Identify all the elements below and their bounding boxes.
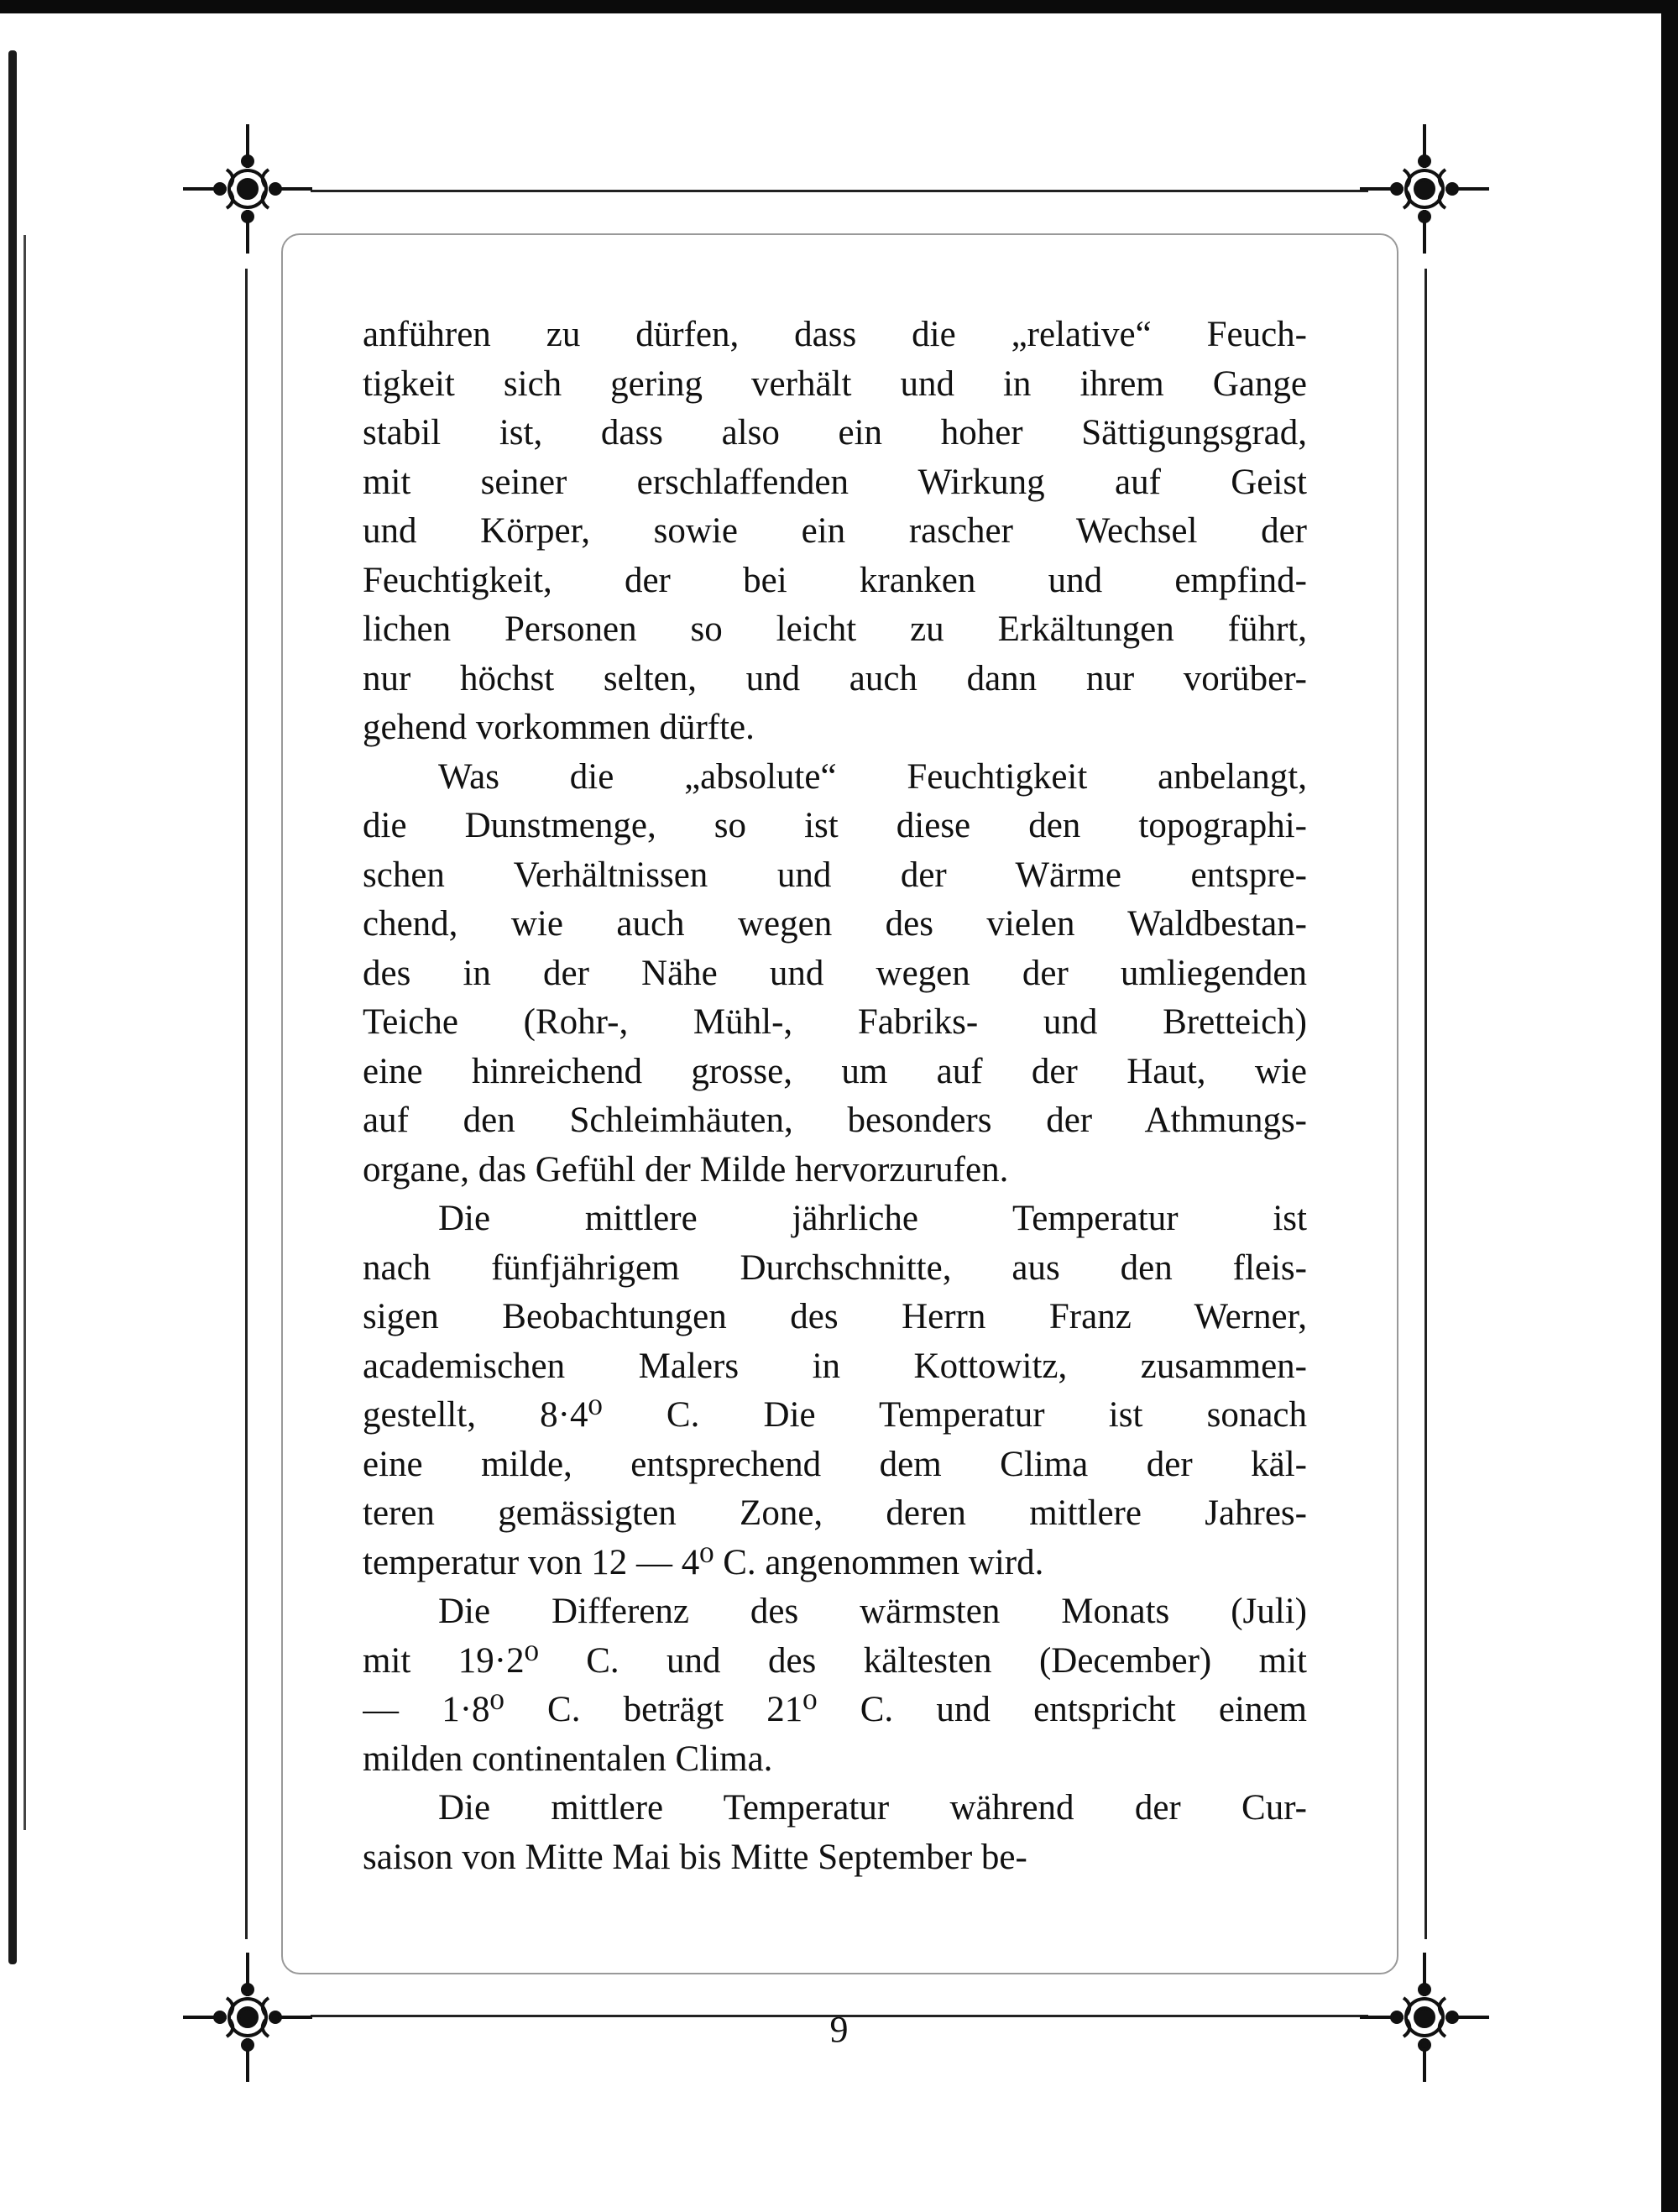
text-line: mit 19·2⁰ C. und des kältesten (December) mit	[363, 1640, 1307, 1681]
scan-top-edge	[0, 0, 1678, 13]
text-line: lichen Personen so leicht zu Erkältungen führt,	[363, 609, 1307, 649]
text-line: temperatur von 12 — 4⁰ C. angenommen wird.	[363, 1542, 1044, 1582]
text-line: die Dunstmenge, so ist diese den topographi-	[363, 806, 1307, 845]
frame-left-rule	[245, 269, 248, 1939]
text-line: eine hinreichend grosse, um auf der Haut, wie	[363, 1051, 1307, 1091]
text-line: milden continentalen Clima.	[363, 1739, 773, 1779]
text-line: Die mittlere Temperatur während der Cur-	[438, 1788, 1307, 1828]
text-line: Die Differenz des wärmsten Monats (Juli)	[438, 1592, 1307, 1631]
text-line: des in der Nähe und wegen der umliegenden	[363, 953, 1307, 993]
text-line: academischen Malers in Kottowitz, zusammen-	[363, 1346, 1307, 1386]
text-line: Teiche (Rohr-, Mühl-, Fabriks- und Bretteich)	[363, 1002, 1307, 1042]
binding-shadow	[24, 235, 26, 1830]
paragraph	[363, 311, 1307, 753]
paragraph	[363, 1784, 1307, 1882]
text-line: gehend vorkommen dürfte.	[363, 708, 755, 747]
text-line: auf den Schleimhäuten, besonders der Athmungs-	[363, 1101, 1307, 1140]
body-text	[363, 311, 1307, 1882]
paragraph	[363, 753, 1307, 1195]
frame-top-rule	[311, 190, 1368, 192]
text-line: saison von Mitte Mai bis Mitte September be-	[363, 1837, 1027, 1877]
text-line: sigen Beobachtungen des Herrn Franz Werner,	[363, 1297, 1307, 1336]
corner-ornament-top-left	[176, 118, 319, 260]
text-line: Feuchtigkeit, der bei kranken und empfind-	[363, 560, 1307, 600]
page-number: 9	[829, 2009, 849, 2050]
text-line: schen Verhältnissen und der Wärme entspre-	[363, 855, 1307, 895]
binding-edge	[8, 50, 17, 1964]
corner-ornament-top-right	[1353, 118, 1496, 260]
text-line: nach fünfjährigem Durchschnitte, aus den fleis-	[363, 1247, 1307, 1288]
text-line: und Körper, sowie ein rascher Wechsel der	[363, 511, 1307, 551]
text-line: anführen zu dürfen, dass die „relative“ Feuch-	[363, 315, 1307, 354]
paragraph	[363, 1587, 1307, 1784]
text-line: eine milde, entsprechend dem Clima der käl-	[363, 1444, 1307, 1484]
scan-right-edge	[1661, 0, 1678, 2212]
frame-right-rule	[1424, 269, 1427, 1939]
text-line: gestellt, 8·4⁰ C. Die Temperatur ist sonach	[363, 1395, 1307, 1435]
text-line: stabil ist, dass also ein hoher Sättigungsgrad,	[363, 413, 1307, 452]
text-line: organe, das Gefühl der Milde hervorzurufen.	[363, 1149, 1009, 1190]
paragraph	[363, 1195, 1307, 1587]
text-line: chend, wie auch wegen des vielen Waldbestan-	[363, 904, 1307, 944]
text-line: mit seiner erschlaffenden Wirkung auf Geist	[363, 462, 1307, 502]
text-line: Die mittlere jährliche Temperatur ist	[438, 1199, 1307, 1238]
text-line: teren gemässigten Zone, deren mittlere Jahres-	[363, 1493, 1307, 1533]
text-line: tigkeit sich gering verhält und in ihrem Gange	[363, 363, 1307, 404]
text-line: Was die „absolute“ Feuchtigkeit anbelangt,	[438, 756, 1307, 797]
text-line: — 1·8⁰ C. beträgt 21⁰ C. und entspricht einem	[363, 1690, 1307, 1729]
text-line: nur höchst selten, und auch dann nur vorüber-	[363, 658, 1307, 698]
